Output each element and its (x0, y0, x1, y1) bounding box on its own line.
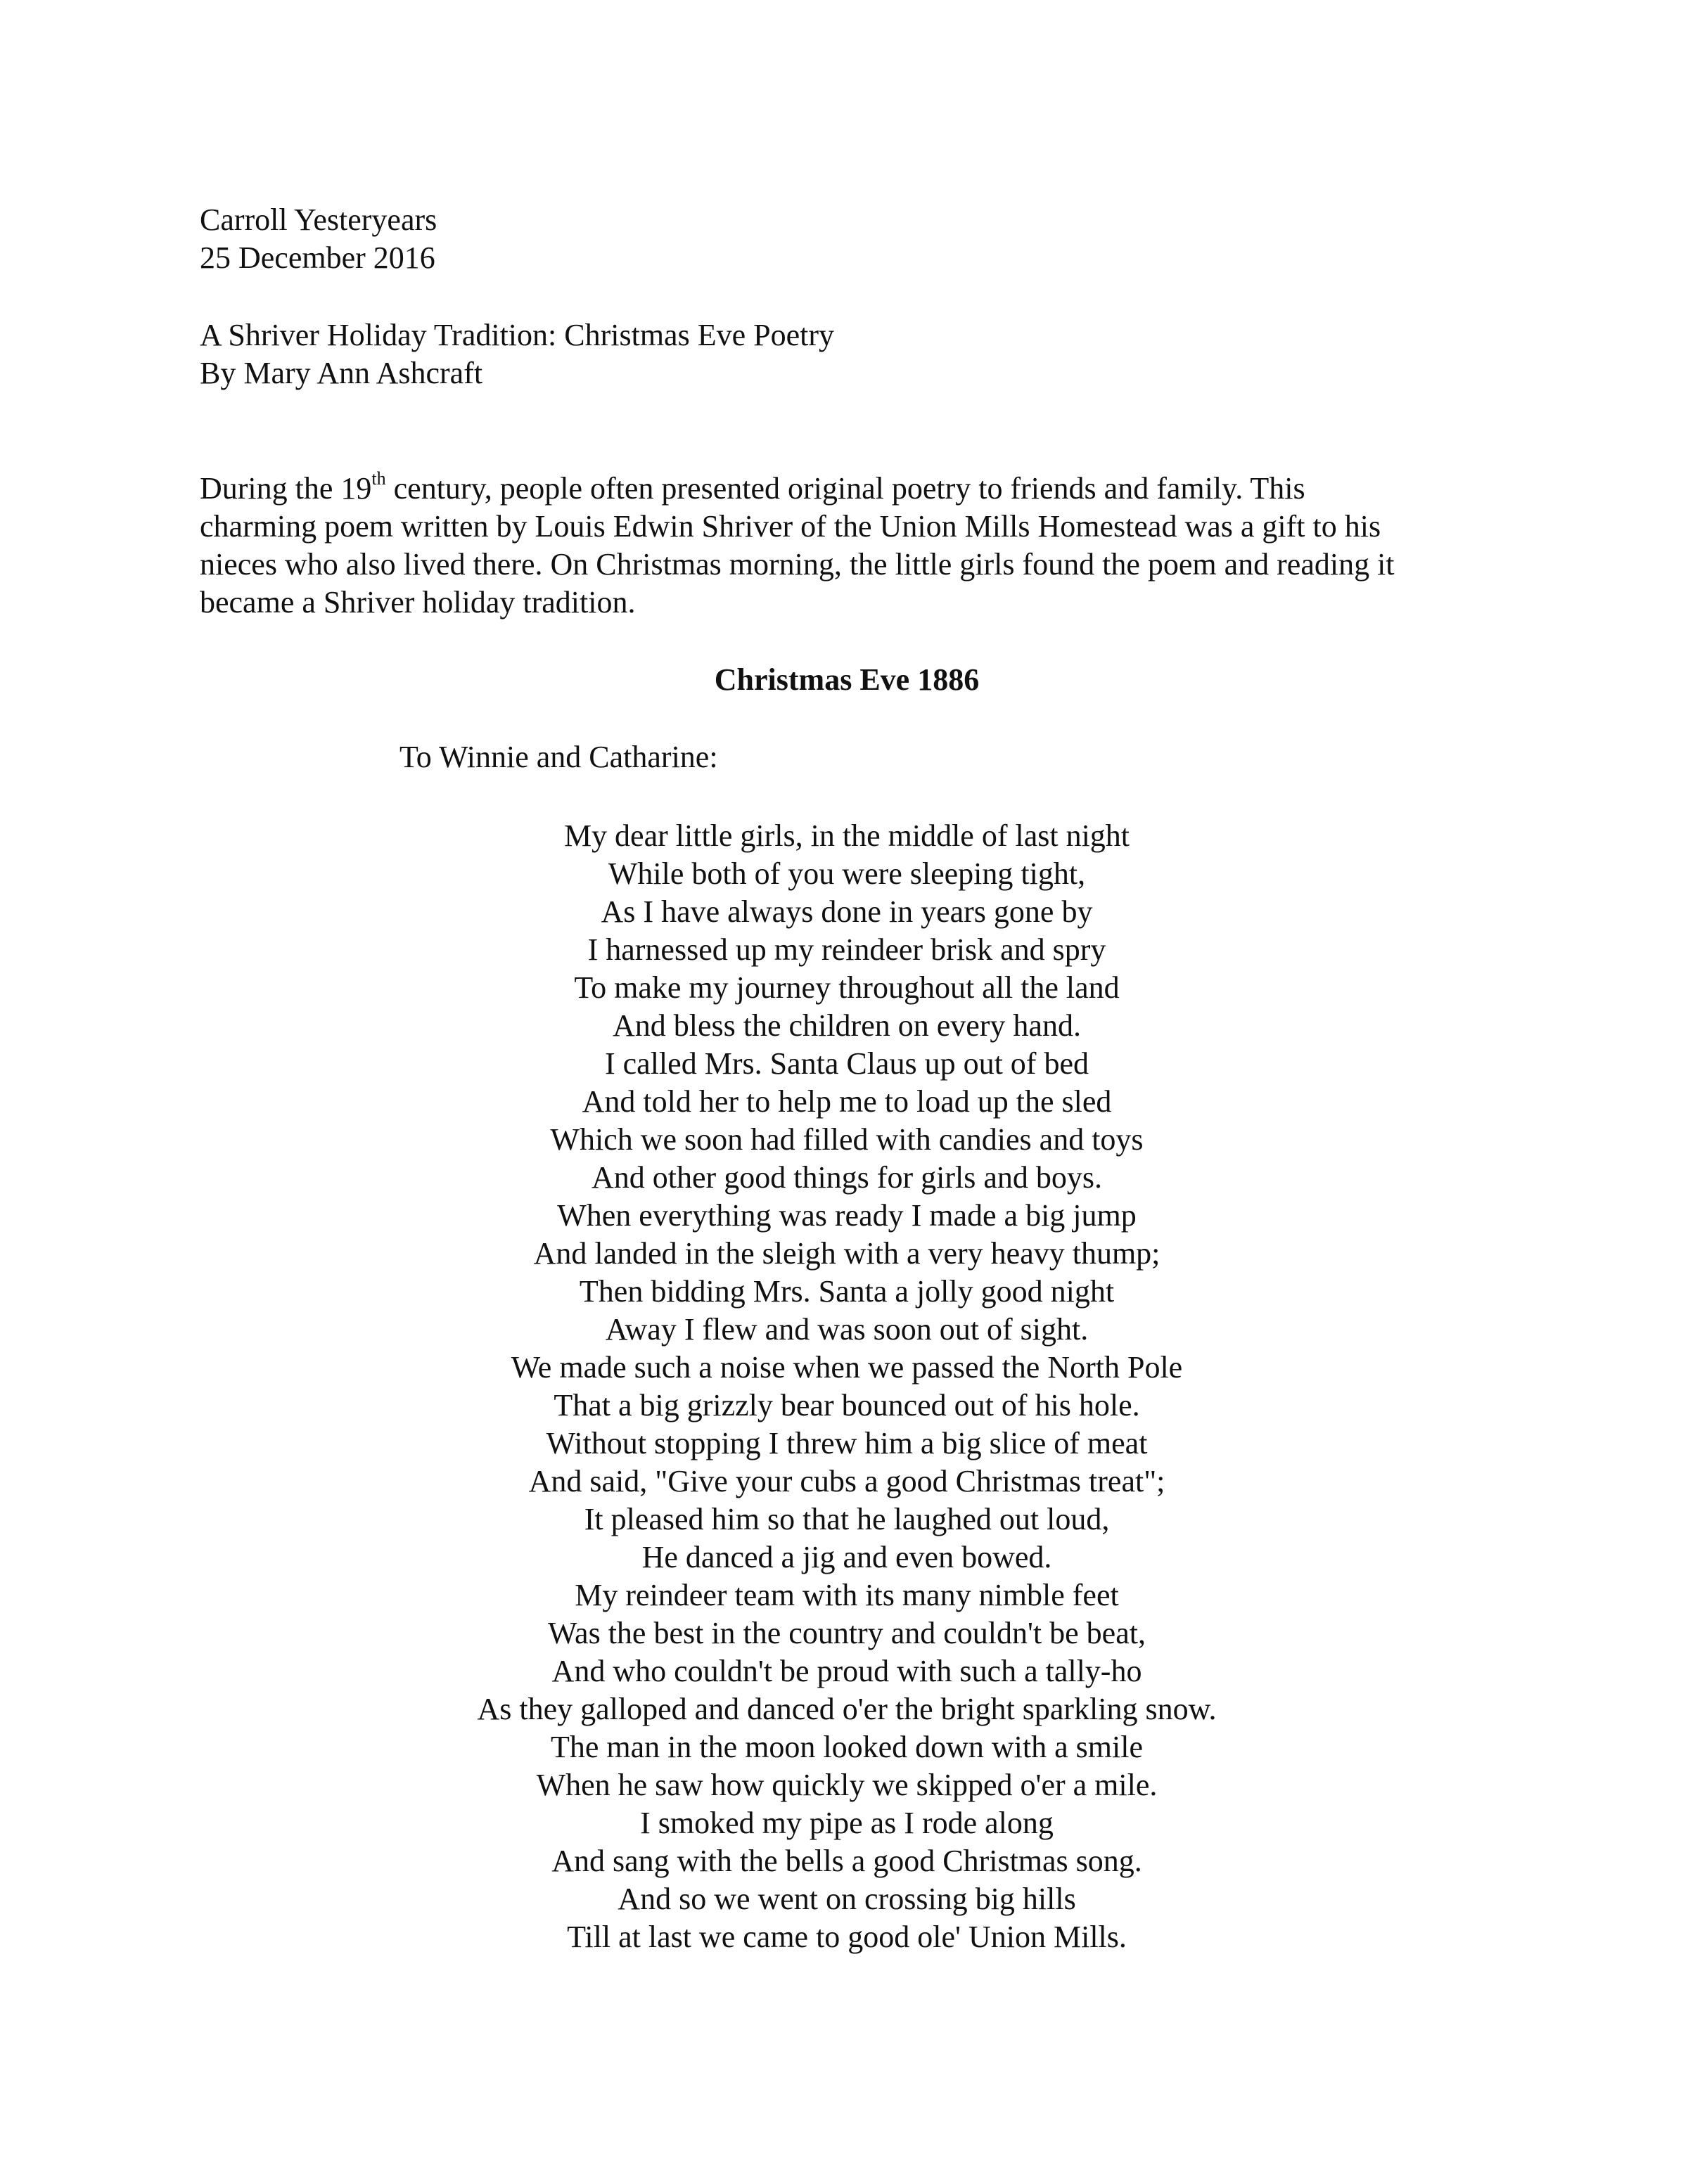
poem-line: That a big grizzly bear bounced out of his hole. (554, 1388, 1140, 1422)
poem-line: To make my journey throughout all the land (574, 970, 1120, 1005)
intro-paragraph (200, 470, 1508, 622)
article-byline: By Mary Ann Ashcraft (200, 356, 483, 390)
intro-line: charming poem written by Louis Edwin Shriver of the Union Mills Homestead was a gift to his (200, 509, 1381, 544)
document-header (200, 201, 1536, 277)
article-heading (200, 316, 1536, 392)
poem-line: When he saw how quickly we skipped o'er a mile. (536, 1768, 1158, 1802)
intro-line: nieces who also lived there. On Christmas morning, the little girls found the poem and reading it (200, 547, 1395, 582)
poem-body (0, 817, 1688, 1956)
poem-line: I harnessed up my reindeer brisk and spry (587, 932, 1106, 967)
poem-line: And who couldn't be proud with such a tally-ho (551, 1654, 1142, 1688)
poem-line: Away I flew and was soon out of sight. (605, 1312, 1089, 1347)
poem-line: I smoked my pipe as I rode along (640, 1806, 1054, 1840)
poem-line: And sang with the bells a good Christmas song. (551, 1844, 1142, 1878)
poem-line: While both of you were sleeping tight, (608, 856, 1086, 891)
poem-line: My reindeer team with its many nimble feet (575, 1578, 1119, 1612)
intro-line-text: century, people often presented original poetry to friends and family. This (385, 471, 1305, 506)
publication-name: Carroll Yesteryears (200, 203, 437, 237)
poem-line: Then bidding Mrs. Santa a jolly good night (579, 1274, 1115, 1309)
publication-date: 25 December 2016 (200, 240, 435, 275)
article-title: A Shriver Holiday Tradition: Christmas Eve Poetry (200, 318, 834, 352)
poem-line: He danced a jig and even bowed. (641, 1540, 1052, 1574)
poem-line: It pleased him so that he laughed out loud, (584, 1502, 1110, 1536)
poem-dedication: To Winnie and Catharine: (399, 740, 718, 774)
intro-line (200, 470, 1508, 508)
poem-line: Till at last we came to good ole' Union Mills. (567, 1920, 1127, 1954)
poem-line: Was the best in the country and couldn't be beat, (548, 1616, 1146, 1650)
poem-line: We made such a noise when we passed the North Pole (511, 1350, 1183, 1385)
poem-line: And other good things for girls and boys. (592, 1160, 1102, 1195)
poem-line: Which we soon had filled with candies and toys (550, 1122, 1144, 1157)
poem-line: I called Mrs. Santa Claus up out of bed (605, 1046, 1089, 1081)
poem-line: The man in the moon looked down with a smile (551, 1730, 1143, 1764)
ordinal-suffix: th (371, 468, 386, 489)
poem-title: Christmas Eve 1886 (714, 662, 980, 697)
poem-line: And said, "Give your cubs a good Christmas treat"; (528, 1464, 1165, 1498)
poem-line: And landed in the sleigh with a very heavy thump; (533, 1236, 1160, 1271)
poem-line: As they galloped and danced o'er the bright sparkling snow. (477, 1692, 1217, 1726)
poem-line: And so we went on crossing big hills (618, 1882, 1076, 1916)
poem-line: My dear little girls, in the middle of last night (563, 818, 1130, 853)
poem-line: And told her to help me to load up the sled (582, 1084, 1112, 1119)
poem-line: When everything was ready I made a big jump (557, 1198, 1137, 1233)
poem-line: Without stopping I threw him a big slice of meat (546, 1426, 1148, 1460)
intro-line-text: During the 19 (200, 471, 372, 506)
poem-line: And bless the children on every hand. (613, 1008, 1081, 1043)
intro-line: became a Shriver holiday tradition. (200, 585, 636, 619)
poem-line: As I have always done in years gone by (601, 894, 1093, 929)
